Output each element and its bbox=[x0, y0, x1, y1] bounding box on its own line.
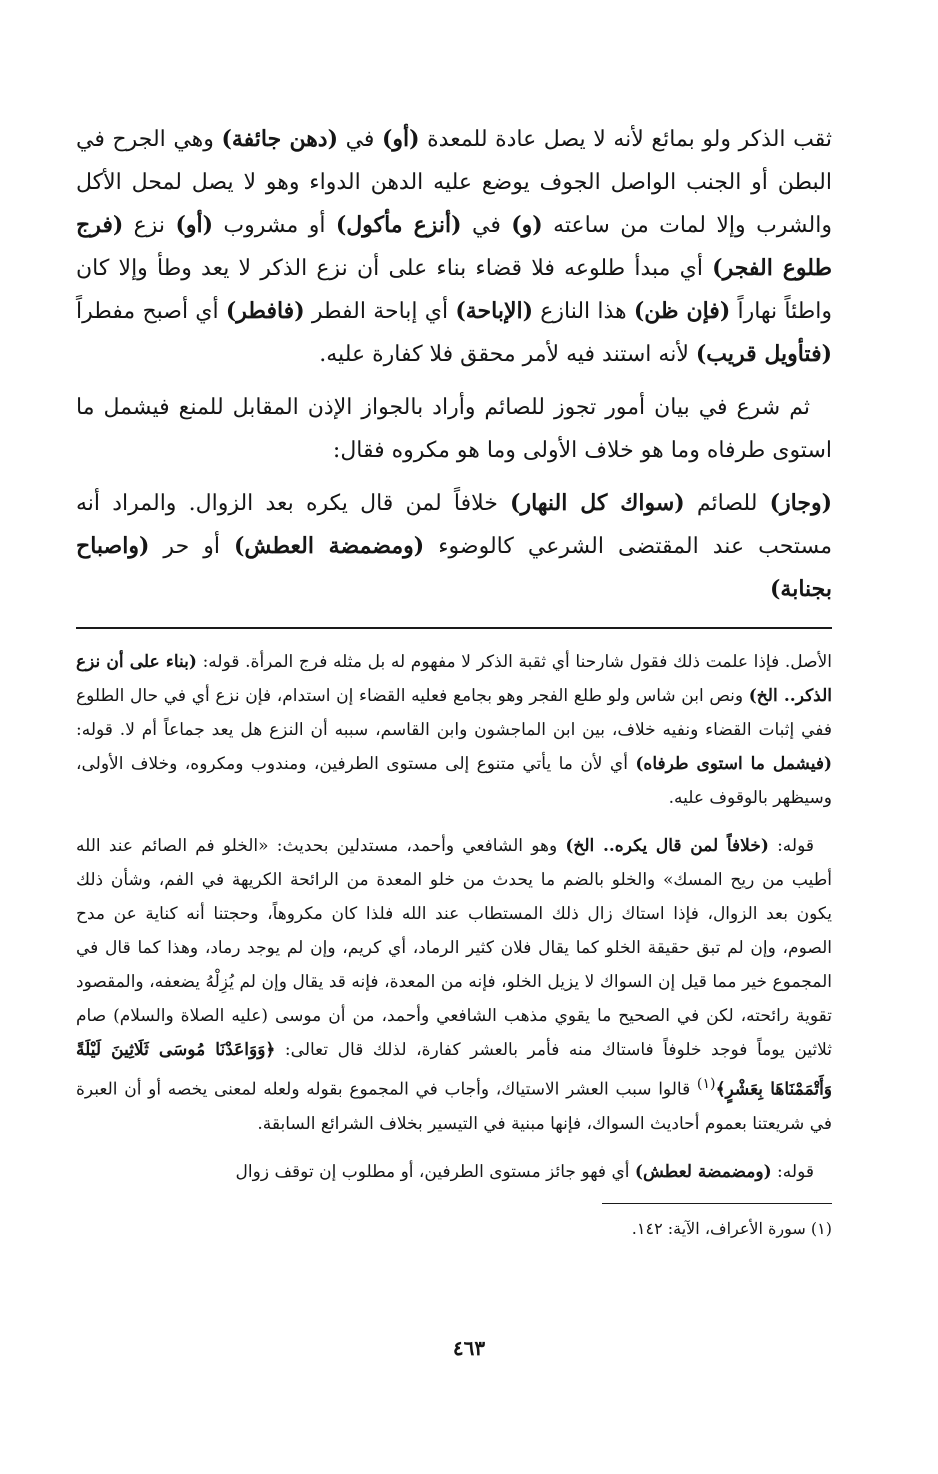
text-run: للصائم bbox=[684, 491, 770, 516]
text-run: أو حر bbox=[149, 534, 235, 559]
quran-verse: ﴿وَوَاعَدْنَا مُوسَى ثَلَاثِينَ لَيْلَةً وَأَتْمَمْنَاهَا بِعَشْرٍ﴾ bbox=[76, 1040, 833, 1100]
matn-term: (أنزع مأكول) bbox=[335, 212, 462, 238]
note-paragraph-2 bbox=[76, 829, 832, 1141]
quoted-term: (ومضمضة لعطش) bbox=[634, 1161, 772, 1182]
text-run: وهو الشافعي وأحمد، مستدلين بحديث: «الخلو فم الصائم عند الله أطيب من ريح المسك» والخلو بالضم ما يحدث من خلو المعدة من الرائحة الكريهة في الفم، وشأن ذلك يكون بعد الزوال، فإذا استاك زال ذلك المستطاب عند الله فلذا كان مكروهاً، وحجتنا أنه كناية عن مدح الصوم، وإن لم تبق حقيقة الخلو كما يقال فلان كثير الرماد، أي كريم، وإن لم يوجد رماد، وهذا كما قال في المجموع خير مما قيل إن السواك لا يزيل الخلو، فإنه من المعدة، فإنه قد يقال وإن لم يُزِلْهُ يضعفه، والمقصود تقوية رائحته، لكن في الصحيح ما يقوي مذهب الشافعي وأحمد، من أن موسى (عليه الصلاة والسلام) صام ثلاثين يوماً فوجد خلوفاً فاستاك منه فأمر بالعشر كفارة، لذلك قال تعالى: bbox=[76, 836, 832, 1060]
text-run: أي مبدأ طلوعه فلا قضاء بناء على أن نزع الذكر لا يعد وطأ وإلا كان واطئاً نهاراً bbox=[76, 256, 832, 324]
text-run: هذا النازع bbox=[533, 299, 634, 324]
matn-term: (فإن ظن) bbox=[633, 298, 731, 324]
footnote-marker: (١) bbox=[696, 1076, 716, 1092]
quoted-term: (بناء على أن نزع الذكر.. الخ) bbox=[76, 652, 832, 706]
footnote bbox=[76, 1214, 832, 1244]
main-text bbox=[76, 118, 832, 611]
matn-term: (سواك كل النهار) bbox=[510, 490, 685, 516]
text-run: قوله: bbox=[768, 836, 814, 856]
text-run: ثقب الذكر ولو بمائع لأنه لا يصل عادة للمعدة bbox=[419, 127, 832, 152]
text-run: في bbox=[338, 127, 382, 152]
text-run: نزع bbox=[123, 213, 176, 238]
page bbox=[76, 118, 832, 1244]
text-run: ونص ابن شاس ولو طلع الفجر وهو بجامع فعليه القضاء إن استدام، فإن نزع أي في حال الطلوع ففي إثبات القضاء ونفيه خلاف، بين ابن الماجشون وابن القاسم، سببه أن النزع هل يعد جماعاً أم لا. قوله: bbox=[76, 686, 832, 740]
text-run: خلافاً لمن قال يكره بعد الزوال. والمراد أنه مستحب عند المقتضى الشرعي كالوضوء bbox=[76, 491, 832, 559]
commentary-notes bbox=[76, 645, 832, 1189]
matn-term: (ومضمضة العطش) bbox=[234, 533, 425, 559]
section-divider bbox=[76, 627, 832, 629]
main-paragraph-2 bbox=[76, 386, 832, 472]
quoted-term: (خلافاً لمن قال يكره.. الخ) bbox=[565, 836, 769, 856]
quoted-term: (فيشمل ما استوى طرفاه) bbox=[635, 754, 832, 774]
main-paragraph-1 bbox=[76, 118, 832, 376]
matn-term: (و) bbox=[511, 212, 543, 238]
text-run: أي أصبح مفطراً bbox=[76, 299, 226, 324]
main-paragraph-3 bbox=[76, 482, 832, 611]
note-paragraph-1 bbox=[76, 645, 832, 815]
matn-term: (الإباحة) bbox=[455, 298, 534, 324]
text-run: أو مشروب bbox=[213, 213, 336, 238]
text-run: لأنه استند فيه لأمر محقق فلا كفارة عليه. bbox=[319, 342, 696, 367]
text-run: أي إباحة الفطر bbox=[304, 299, 456, 324]
text-run: قوله: bbox=[771, 1161, 814, 1182]
text-run: أي فهو جائز مستوى الطرفين، أو مطلوب إن توقف زوال bbox=[235, 1161, 635, 1182]
text-run: ثم شرع في بيان أمور تجوز للصائم وأراد بالجواز الإذن المقابل للمنع فيشمل ما استوى طرفاه وما هو خلاف الأولى وما هو مكروه فقال: bbox=[76, 395, 832, 463]
text-run: قالوا سبب العشر الاستياك، وأجاب في المجموع بقوله ولعله لمعنى يخصه أو أن العبرة في شريعتنا بعموم أحاديث السواك، فإنها مبنية في التيسير بخلاف الشرائع السابقة. bbox=[76, 1079, 832, 1134]
footnote-text: (١) سورة الأعراف، الآية: ١٤٢. bbox=[631, 1218, 832, 1238]
matn-term: (فافطر) bbox=[225, 298, 305, 324]
matn-term: (أو) bbox=[175, 212, 214, 238]
matn-term: (دهن جائفة) bbox=[221, 126, 339, 152]
text-run: أي لأن ما يأتي متنوع إلى مستوى الطرفين، ومندوب ومكروه، وخلاف الأولى، وسيظهر بالوقوف عليه. bbox=[76, 754, 832, 808]
footnote-divider bbox=[602, 1203, 832, 1204]
text-run: في bbox=[461, 213, 512, 238]
matn-term: (فرج طلوع الفجر) bbox=[76, 212, 832, 281]
page-number: ٤٦٣ bbox=[452, 1336, 486, 1360]
text-run: وهي الجرح في البطن أو الجنب الواصل الجوف يوضع عليه الدهن الدواء وهو لا يصل لمحل الأكل والشرب وإلا لمات من ساعته bbox=[76, 127, 832, 238]
note-paragraph-3 bbox=[76, 1155, 832, 1189]
matn-term: (أو) bbox=[382, 126, 420, 152]
text-run: الأصل. فإذا علمت ذلك فقول شارحنا أي ثقبة الذكر لا مفهوم له بل مثله فرج المرأة. قوله: bbox=[196, 652, 832, 672]
matn-term: (فتأويل قريب) bbox=[695, 341, 832, 367]
matn-term: (وجاز) bbox=[769, 490, 832, 516]
matn-term: (واصباح بجنابة) bbox=[76, 533, 832, 602]
